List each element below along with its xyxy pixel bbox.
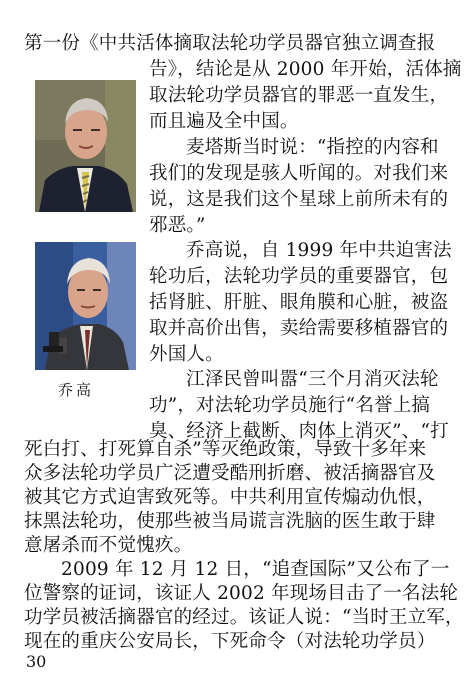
text-line: 说，这是我们这个星球上前所未有的 <box>149 189 449 210</box>
text-line: 我们的发现是骇人听闻的。对我们来 <box>149 163 449 184</box>
text-line: 而且遍及全中国。 <box>149 111 299 132</box>
text-line: 现在的重庆公安局长，下死命令（对法轮功学员） <box>24 631 436 652</box>
text-line: 第一份《中共活体摘取法轮功学员器官独立调查报 <box>24 33 436 54</box>
text-line: 轮功后，法轮功学员的重要器官，包 <box>149 266 449 287</box>
text-line: 括肾脏、肝脏、眼角膜和心脏，被盗 <box>149 292 449 313</box>
text-line: 被其它方式迫害致死等。中共利用宣传煽动仇恨， <box>24 487 436 508</box>
portrait-image <box>35 80 136 212</box>
photo-caption: 乔高 <box>58 381 95 399</box>
text-line: 取并高价出售，卖给需要移植器官的 <box>149 318 449 339</box>
text-line: 抹黑法轮功，使那些被当局谎言洗脑的医生敢于肆 <box>24 511 436 532</box>
photo-matas <box>35 80 136 212</box>
portrait-image <box>35 242 136 370</box>
text-line: 意屠杀而不觉愧疚。 <box>24 535 193 556</box>
text-line: 江泽民曾叫嚣“三个月消灭法轮 <box>186 369 439 390</box>
text-line: 2009 年 12 月 12 日，“追查国际”又公布了一 <box>61 559 450 580</box>
photo-kilgour <box>35 242 136 370</box>
text-line: 功”，对法轮功学员施行“名誉上搞 <box>149 395 431 416</box>
text-line: 位警察的证词，该证人 2002 年现场目击了一名法轮 <box>24 583 459 604</box>
page-number: 30 <box>26 652 47 671</box>
text-line: 功学员被活摘器官的经过。该证人说：“当时王立军， <box>24 607 464 628</box>
text-line: 邪恶。” <box>149 215 206 236</box>
text-line: 臭、经济上截断、肉体上消灭”、“打 <box>149 421 449 442</box>
text-line: 众多法轮功学员广泛遭受酷刑折磨、被活摘器官及 <box>24 463 436 484</box>
text-line: 乔高说，自 1999 年中共迫害法 <box>186 240 452 261</box>
text-line: 死白打、打死算自杀”等灭绝政策，导致十多年来 <box>24 439 427 460</box>
text-line: 取法轮功学员器官的罪恶一直发生， <box>149 85 449 106</box>
text-line: 外国人。 <box>149 344 224 365</box>
text-line: 告》，结论是从 2000 年开始，活体摘 <box>149 59 462 80</box>
text-line: 麦塔斯当时说：“指控的内容和 <box>186 137 439 158</box>
